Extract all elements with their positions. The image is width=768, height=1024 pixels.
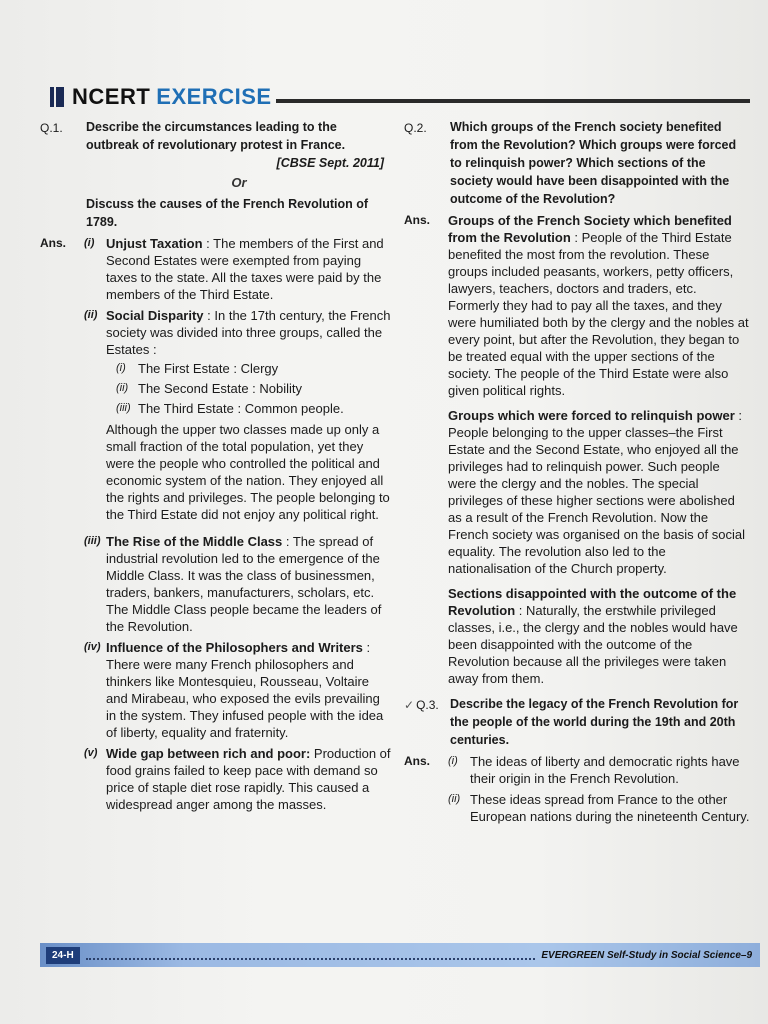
estate-text: The Third Estate : Common people. — [138, 401, 344, 416]
header-bar-icon — [50, 87, 64, 107]
point-text: : The spread of industrial revolution led to the emergence of the Middle Class. It was the class of businessmen, traders, bankers, manufacturers, scholars, etc. The Middle Class people became the leaders of the Revolution. — [106, 534, 382, 634]
answer-2-part-2-heading: Groups which were forced to relinquish power — [448, 408, 735, 423]
estate-text: The Second Estate : Nobility — [138, 381, 303, 396]
answer-2-part-1-text: : People of the Third Estate benefited the most from the revolution. These groups included peasants, workers, petty officers, lawyers, teachers, doctors and traders, etc. Formerly they had to pay all the taxes, and they were humiliated both by the clergy and the nobles at every point, but after the Revolution, they began to be treated equal with the upper sections of the society. The people of the Third Estate were also given political rights. — [448, 230, 749, 398]
point-number: (iv) — [84, 641, 101, 653]
point-number: (i) — [84, 237, 95, 249]
point-title: The Rise of the Middle Class — [106, 534, 283, 549]
answer-1-point — [84, 639, 392, 741]
point-text: : There were many French philosophers and thinkers like Montesquieu, Rousseau, Voltaire and Mirabeau, who exposed the evils prevailing in the system. They infused people with the idea of liberty, equality and fraternity. — [106, 640, 384, 740]
estate-item — [106, 400, 392, 417]
answer-3-point — [448, 753, 750, 787]
point-number: (iii) — [84, 535, 101, 547]
point-text: : The members of the First and Second Estates were exempted from paying taxes to the state. All the taxes were paid by the members of the Third Estate. — [106, 236, 384, 302]
answer-3-label: Ans. — [404, 754, 431, 768]
footer-book-title: EVERGREEN Self-Study in Social Science–9 — [541, 949, 752, 961]
question-2-number: Q.2. — [404, 121, 427, 135]
question-1-citation: [CBSE Sept. 2011] — [276, 156, 384, 170]
or-separator: Or — [231, 175, 247, 190]
right-column — [404, 118, 750, 829]
section-header — [50, 80, 750, 114]
point-text: Production of food grains failed to keep pace with demand so price of staple diet rose rapidly. This caused a widespread anger among the masses. — [106, 746, 391, 812]
answer-3-point — [448, 791, 750, 825]
answer-2-part-2-text: : People belonging to the upper classes–the First Estate and the Second Estate, who enjoyed all the privileges had to relinquish power. Such people were the clergy and the nobles. The special privileges of these higher sections were abolished as a result of the French Revolution. Now the French society was organised on the basis of social equality. The revolution also led to the nationalisation of the Church property. — [448, 408, 745, 576]
answer-2 — [404, 212, 750, 695]
estate-item — [106, 380, 392, 397]
question-3-number — [404, 695, 450, 749]
answer-2-part-1 — [448, 212, 750, 399]
page-number: 24-H — [46, 947, 80, 964]
point-title: Wide gap between rich and poor: — [106, 746, 311, 761]
point-number: (ii) — [84, 309, 98, 321]
question-3 — [404, 695, 750, 749]
answer-1-point — [84, 235, 392, 303]
header-rule — [276, 99, 750, 103]
question-1-alt-text: Discuss the causes of the French Revolution of 1789. — [86, 197, 369, 229]
answer-3 — [404, 753, 750, 829]
answer-2-label: Ans. — [404, 213, 431, 227]
point-title: Influence of the Philosophers and Writers — [106, 640, 363, 655]
estate-number: (iii) — [116, 402, 131, 414]
question-3-number-text: Q.3. — [416, 698, 439, 712]
question-1-text: Describe the circumstances leading to the outbreak of revolutionary protest in France. — [86, 120, 346, 152]
point-text: : In the 17th century, the French society was divided into three groups, called the Estates : — [106, 308, 391, 357]
footer-dotted-rule — [86, 950, 536, 960]
answer-1-point — [84, 533, 392, 635]
check-mark-icon: ✓ — [404, 698, 415, 712]
point-title: Unjust Taxation — [106, 236, 203, 251]
point-number: (v) — [84, 747, 98, 759]
answer-1-point — [84, 307, 392, 529]
estate-number: (i) — [116, 362, 126, 374]
estate-number: (ii) — [116, 382, 129, 394]
question-2 — [404, 118, 750, 208]
answer-1-point — [84, 745, 392, 813]
answer-1 — [40, 235, 392, 817]
question-1-number: Q.1. — [40, 121, 63, 135]
point-title: Social Disparity — [106, 308, 204, 323]
header-title-ncert: NCERT — [72, 84, 151, 109]
answer-2-part-3-heading: Sections disappointed with the outcome of the Revolution — [448, 586, 737, 618]
answer-2-part-2 — [448, 407, 750, 577]
page-footer — [40, 943, 760, 967]
question-3-text: Describe the legacy of the French Revolution for the people of the world during the 19th and 20th centuries. — [450, 697, 739, 747]
point-number: (ii) — [448, 793, 461, 805]
question-2-text: Which groups of the French society benefited from the Revolution? Which groups were forced to relinquish power? Which sections of the society would have been disappointed with the outcome of the Revolution? — [450, 120, 737, 206]
left-column — [40, 118, 392, 817]
answer-2-part-3-text: : Naturally, the erstwhile privileged classes, i.e., the clergy and the nobles would have been disappointed with the outcome of the Revolution because all the privileges were taken away from them. — [448, 603, 738, 686]
point-text: These ideas spread from France to the other European nations during the nineteenth Century. — [470, 792, 750, 824]
question-1 — [40, 118, 392, 231]
answer-2-part-1-heading: Groups of the French Society which benefited from the Revolution — [448, 213, 732, 245]
point-number: (i) — [448, 755, 458, 767]
header-title-exercise: EXERCISE — [156, 84, 272, 109]
estate-text: The First Estate : Clergy — [138, 361, 279, 376]
answer-2-part-3 — [448, 585, 750, 687]
estates-paragraph: Although the upper two classes made up only a small fraction of the total population, yet they were the people who controlled the political and economic system of the nation. They enjoyed all the rights and privileges. The people belonging to the Third Estate did not enjoy any political right. — [106, 422, 390, 522]
estate-item — [106, 360, 392, 377]
point-text: The ideas of liberty and democratic rights have their origin in the French Revolution. — [470, 754, 740, 786]
answer-1-label: Ans. — [40, 236, 67, 250]
